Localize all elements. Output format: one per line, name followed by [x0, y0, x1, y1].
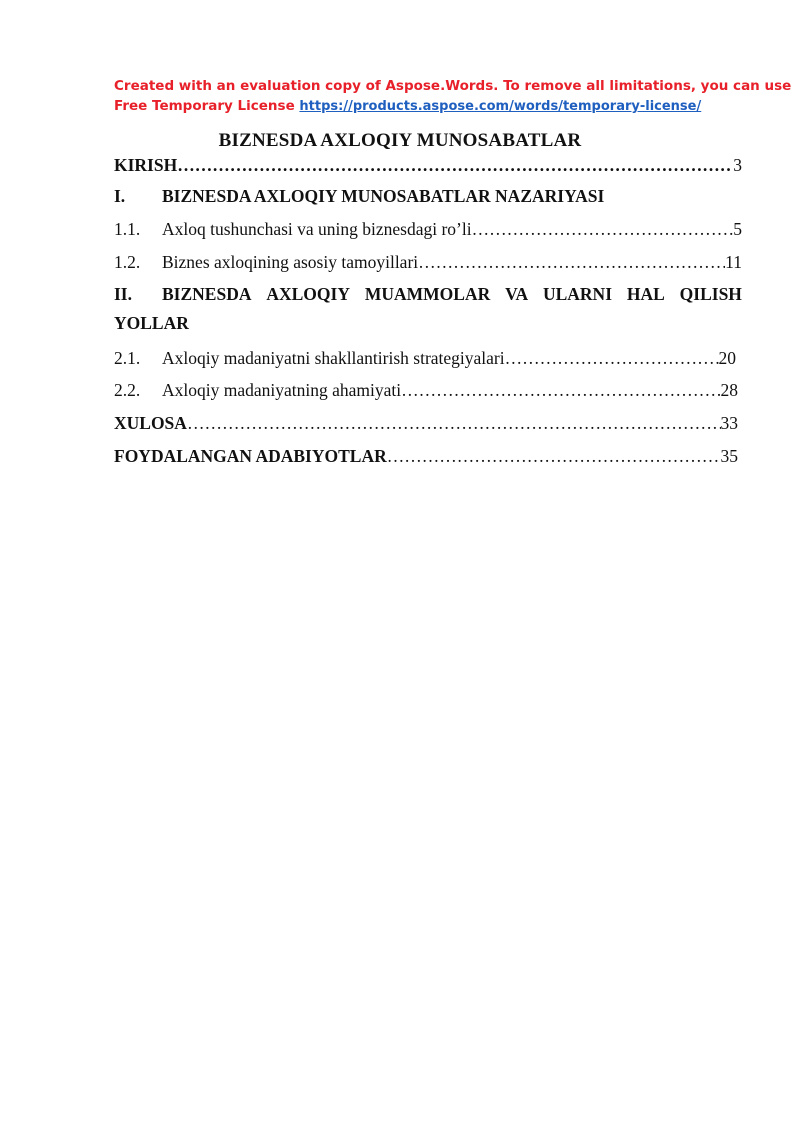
toc-entry-1-1[interactable]: [114, 219, 742, 243]
toc-leader-dots: [401, 380, 720, 401]
toc-entry-kirish[interactable]: [114, 155, 742, 179]
section-word: QILISH: [679, 284, 742, 304]
toc-entry-number: 2.1.: [114, 348, 141, 368]
toc-entry-number: 2.2.: [114, 380, 141, 400]
banner-line-2: [114, 96, 754, 117]
toc-leader-dots: [472, 219, 734, 240]
toc-leader-dots: [418, 252, 725, 273]
temporary-license-link[interactable]: https://products.aspose.com/words/temporary-license/: [299, 99, 702, 114]
toc-page-number: 20: [718, 348, 736, 368]
toc-section-number: II.: [114, 284, 132, 304]
toc-entry-1-2[interactable]: [114, 252, 742, 276]
toc-page-number: 28: [720, 380, 738, 400]
toc-page-number: 35: [720, 446, 738, 466]
toc-section-1[interactable]: [114, 186, 742, 207]
toc-entry-2-2[interactable]: [114, 380, 738, 404]
toc-leader-dots: [387, 446, 721, 467]
document-title: BIZNESDA AXLOQIY MUNOSABATLAR: [218, 130, 582, 151]
banner-license-text: Free Temporary License: [114, 98, 300, 114]
toc-page-number: 5: [733, 219, 742, 239]
toc-entry-label: FOYDALANGAN ADABIYOTLAR: [114, 446, 387, 466]
toc-entry-label: Axloqiy madaniyatning ahamiyati: [162, 380, 402, 400]
section-word: VA: [505, 284, 529, 304]
toc-entry-label: XULOSA: [114, 413, 187, 433]
toc-page-number: 11: [725, 252, 742, 272]
toc-entry-number: 1.2.: [114, 252, 141, 272]
evaluation-banner: [114, 76, 792, 117]
toc-entry-label: KIRISH: [114, 155, 178, 175]
section-word: HAL: [626, 284, 665, 304]
toc-entry-adabiyotlar[interactable]: [114, 446, 738, 470]
section-word: BIZNESDA: [162, 284, 252, 304]
toc-leader-dots: [187, 413, 721, 434]
banner-line-1: Created with an evaluation copy of Aspose.Words. To remove all limitations, you can use: [114, 78, 792, 94]
toc-section-label: [162, 284, 742, 305]
toc-entry-xulosa[interactable]: [114, 413, 738, 437]
toc-entry-number: 1.1.: [114, 219, 141, 239]
toc-leader-dots: [177, 155, 733, 176]
toc-leader-dots: [505, 348, 719, 369]
toc-entry-label: Axloqiy madaniyatni shakllantirish strategiyalari: [162, 348, 505, 368]
toc-section-label: BIZNESDA AXLOQIY MUNOSABATLAR NAZARIYASI: [162, 186, 605, 206]
toc-page-number: 3: [733, 155, 742, 175]
section-word: AXLOQIY: [266, 284, 350, 304]
toc-entry-label: Biznes axloqining asosiy tamoyillari: [162, 252, 419, 272]
section-word: ULARNI: [542, 284, 613, 304]
toc-section-number: I.: [114, 186, 126, 206]
section-word: MUAMMOLAR: [364, 284, 491, 304]
toc-entry-2-1[interactable]: [114, 348, 736, 372]
toc-entry-label: Axloq tushunchasi va uning biznesdagi ro’li: [162, 219, 472, 239]
toc-section-2[interactable]: [114, 284, 742, 334]
toc-section-label-continued: YOLLAR: [114, 313, 189, 333]
toc-page-number: 33: [720, 413, 738, 433]
